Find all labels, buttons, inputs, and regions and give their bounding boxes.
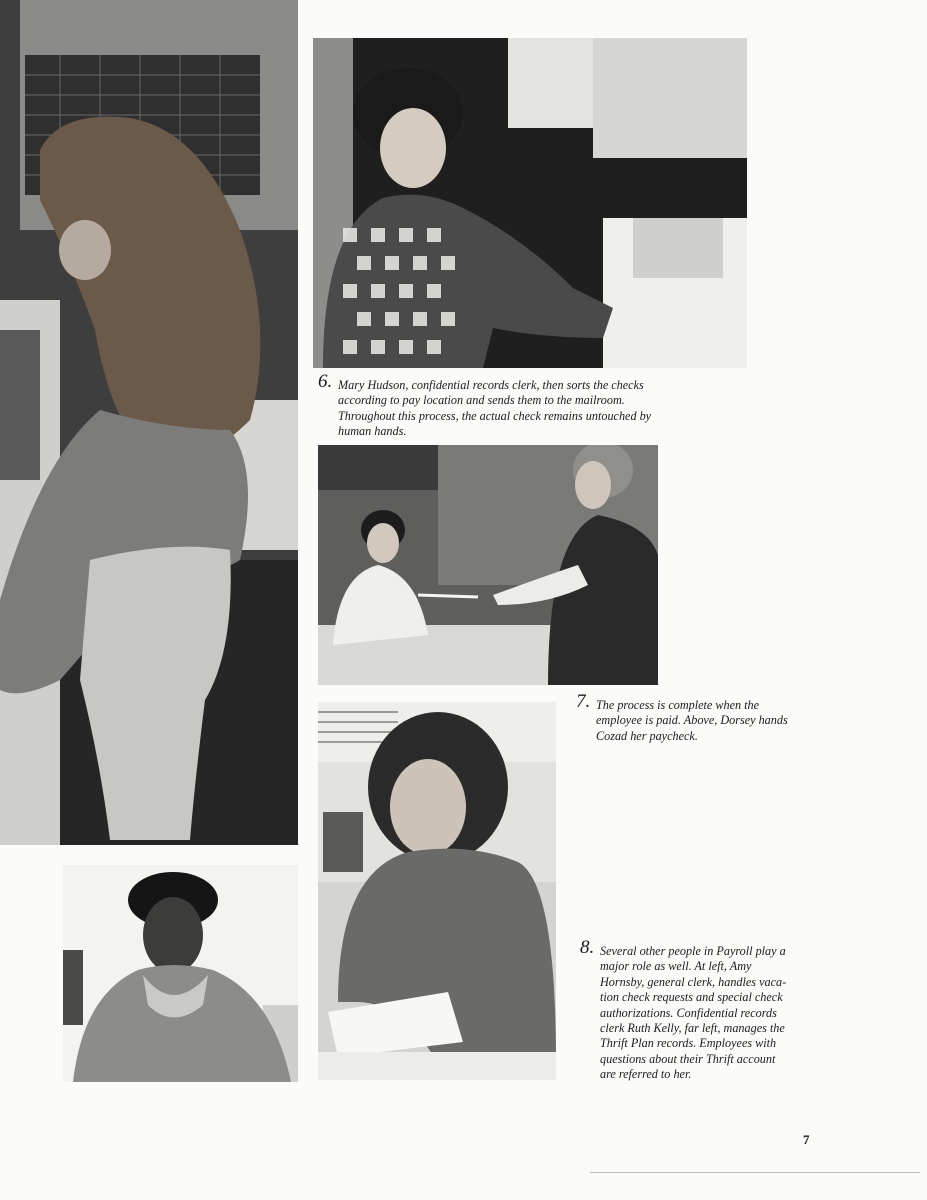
caption-8 [580,937,820,1083]
caption-8-line: questions about their Thrift account [600,1051,776,1066]
caption-8-line: Thrift Plan records. Employees with [600,1036,777,1051]
caption-6-line: according to pay location and sends them to the mailroom. [338,393,625,408]
caption-8-line: tion check requests and special check [600,990,783,1005]
page-number: 7 [803,1132,810,1147]
caption-6-line: human hands. [338,424,407,439]
caption-7-line: Cozad her paycheck. [596,728,698,743]
caption-7-line: employee is paid. Above, Dorsey hands [596,713,788,728]
caption-6-number: 6. [318,371,333,392]
caption-6-line: Throughout this process, the actual check remains untouched by [338,408,652,423]
photo-ruth-kelly [63,865,298,1082]
caption-8-line: authorizations. Confidential records [600,1005,777,1020]
photo-mary-hudson [313,38,747,368]
caption-8-line: major role as well. At left, Amy [600,959,752,974]
photo-woman-at-terminal [0,0,298,845]
caption-6 [318,371,708,440]
caption-8-line: Hornsby, general clerk, handles vaca- [600,974,787,989]
caption-8-line: are referred to her. [600,1067,692,1082]
photo-paycheck-handoff [318,445,658,685]
caption-8-line: clerk Ruth Kelly, far left, manages the [600,1021,785,1036]
caption-8-number: 8. [580,937,595,958]
footer-rule [590,1172,920,1173]
caption-8-line: Several other people in Payroll play a [600,944,786,958]
caption-7-number: 7. [576,691,591,712]
photo-amy-hornsby [318,702,556,1080]
caption-6-line: Mary Hudson, confidential records clerk, then sorts the checks [338,378,644,392]
caption-7-line: The process is complete when the [596,698,760,712]
caption-7 [576,691,826,744]
